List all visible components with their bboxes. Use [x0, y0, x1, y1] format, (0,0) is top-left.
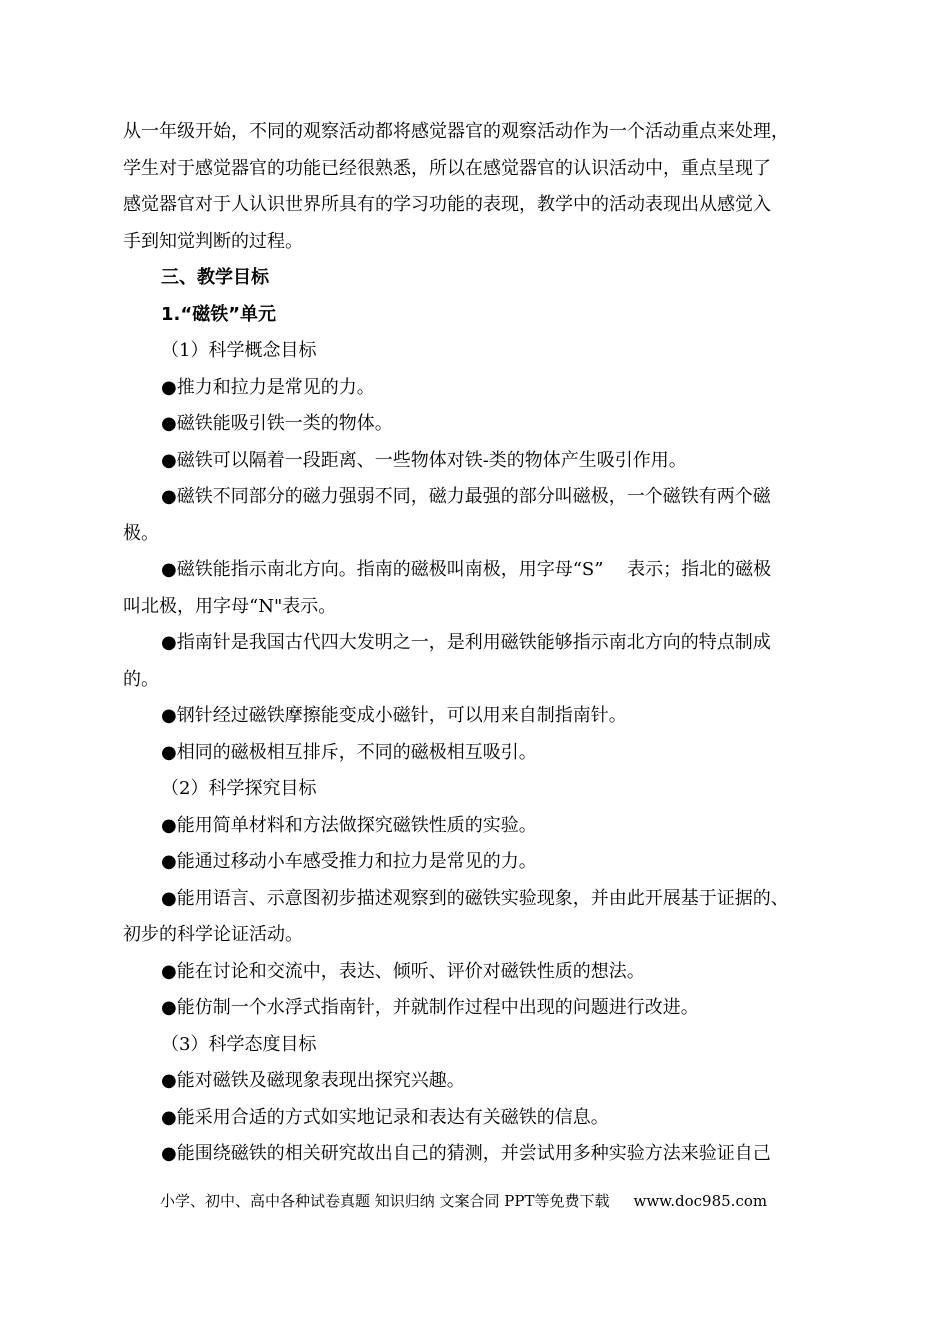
text-line: ●推力和拉力是常见的力。 [161, 376, 375, 398]
text-line: ●能通过移动小车感受推力和拉力是常见的力。 [161, 851, 537, 872]
text-line: ●相同的磁极相互排斥，不同的磁极相互吸引。 [161, 741, 537, 763]
text-line: 从一年级开始，不同的观察活动都将感觉器官的观察活动作为一个活动重点来处理， [123, 121, 789, 142]
text-line: 极。 [123, 522, 159, 544]
text-line: ●磁铁能吸引铁一类的物体。 [161, 413, 393, 434]
text-line: （2）科学探究目标 [161, 778, 317, 799]
text-line: （3）科学态度目标 [161, 1033, 317, 1055]
section-heading: 三、教学目标 [161, 267, 269, 288]
text-line: ●能围绕磁铁的相关研究故出自己的猜测，并尝试用多种实验方法来验证自己 [161, 1143, 771, 1164]
text-line: （1）科学概念目标 [161, 340, 317, 361]
text-line: ●能用语言、示意图初步描述观察到的磁铁实验现象，并由此开展基于证据的、 [161, 887, 789, 909]
text-line: ●磁铁能指示南北方向。指南的磁极叫南极，用字母“S” 表示；指北的磁极 [161, 559, 772, 580]
text-line: 初步的科学论证活动。 [123, 924, 303, 945]
text-line: ●指南针是我国古代四大发明之一，是利用磁铁能够指示南北方向的特点制成 [161, 632, 771, 653]
page-footer [160, 1190, 767, 1212]
text-line: ●磁铁不同部分的磁力强弱不同，磁力最强的部分叫磁极，一个磁铁有两个磁 [161, 486, 771, 507]
text-line: 感觉器官对于人认识世界所具有的学习功能的表现，教学中的活动表现出从感觉入 [123, 194, 771, 215]
text-line: ●能对磁铁及磁现象表现出探究兴趣。 [161, 1070, 465, 1091]
text-line: 手到知觉判断的过程。 [123, 230, 303, 252]
text-line: ●能采用合适的方式如实地记录和表达有关磁铁的信息。 [161, 1106, 609, 1128]
text-line: 学生对于感觉器官的功能已经很熟悉，所以在感觉器官的认识活动中，重点呈现了 [123, 157, 771, 179]
text-line: ●磁铁可以隔着一段距离、一些物体对铁-类的物体产生吸引作用。 [161, 449, 687, 471]
text-line: ●钢针经过磁铁摩擦能变成小磁针，可以用来自制指南针。 [161, 705, 627, 726]
text-line: 的。 [123, 668, 159, 690]
text-line: ●能用简单材料和方法做探究磁铁性质的实验。 [161, 814, 537, 836]
text-line: ●能仿制一个水浮式指南针，并就制作过程中出现的问题进行改进。 [161, 997, 699, 1018]
text-line: ●能在讨论和交流中，表达、倾听、评价对磁铁性质的想法。 [161, 960, 645, 982]
document-body [123, 114, 835, 1173]
section-heading: 1.“磁铁”单元 [161, 303, 277, 325]
text-line: 叫北极，用字母“N"表示。 [123, 595, 337, 617]
footer-text: 小学、初中、高中各种试卷真题 知识归纳 文案合同 PPT等免费下载 [160, 1192, 610, 1210]
footer-url: www.doc985.com [633, 1192, 768, 1210]
